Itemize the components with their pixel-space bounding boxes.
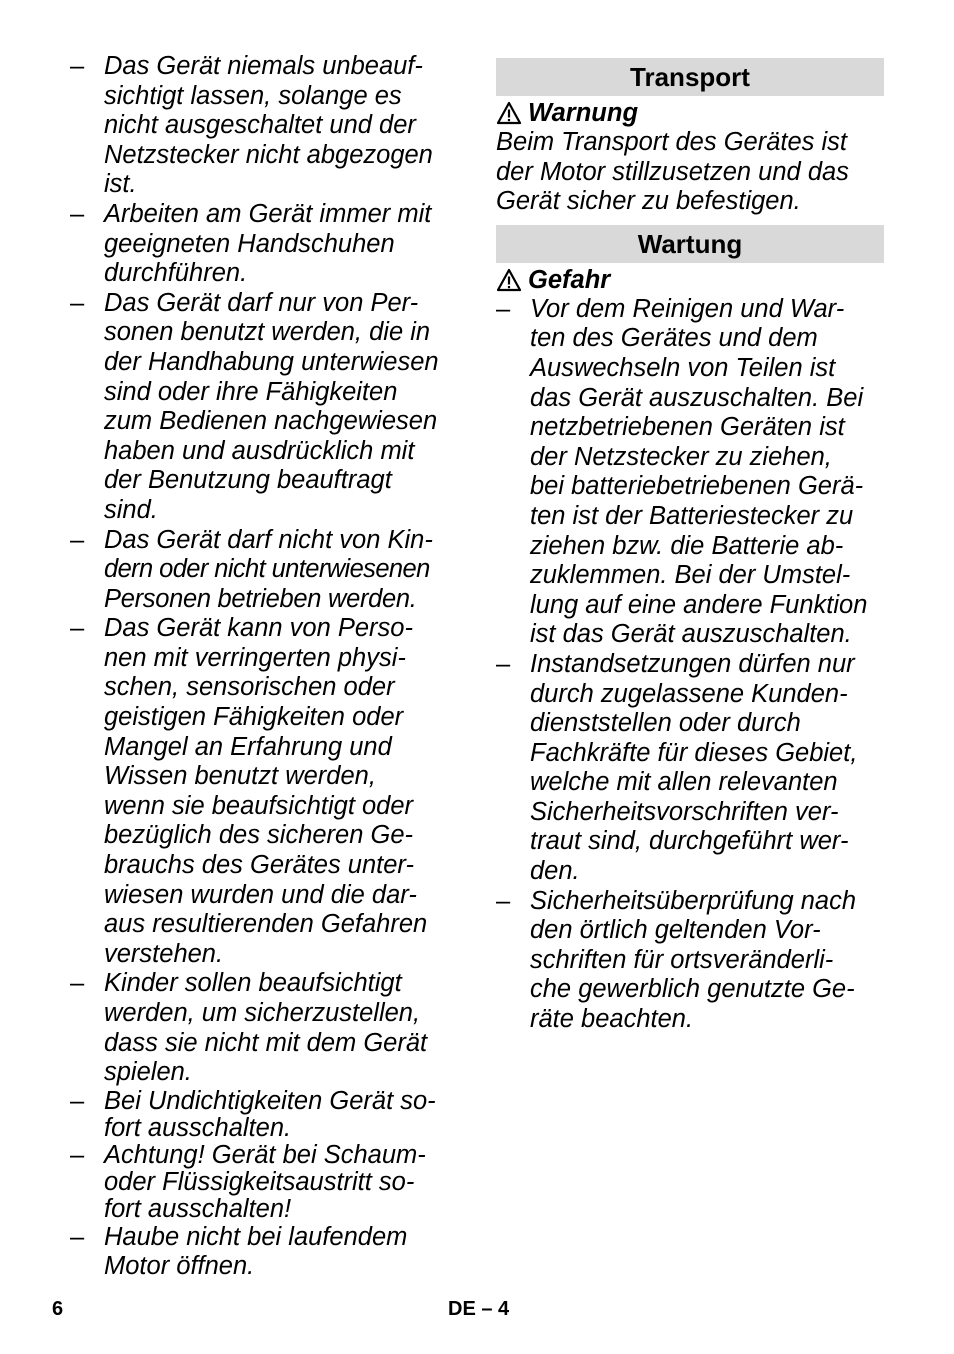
line: Fachkräfte für dieses Gebiet, bbox=[530, 738, 858, 767]
danger-triangle-icon bbox=[496, 268, 522, 292]
line: sichtigt lassen, solange es bbox=[104, 81, 402, 110]
page-number: 6 bbox=[52, 1298, 64, 1320]
line: Arbeiten am Gerät immer mit bbox=[104, 199, 432, 228]
line: Wissen benutzt werden, bbox=[104, 762, 376, 791]
line: dass sie nicht mit dem Gerät bbox=[104, 1028, 428, 1057]
line: schriften für ortsveränderli- bbox=[530, 945, 834, 974]
line: räte beachten. bbox=[530, 1005, 694, 1034]
warning-triangle-icon bbox=[496, 101, 522, 125]
line: ist das Gerät auszuschalten. bbox=[530, 620, 852, 649]
line: bezüglich des sicheren Ge- bbox=[104, 821, 414, 850]
line: oder Flüssigkeitsaustritt so- bbox=[104, 1167, 415, 1196]
dash-bullet: – bbox=[496, 294, 511, 323]
transport-text bbox=[496, 128, 884, 217]
line: dienststellen oder durch bbox=[530, 709, 801, 738]
dash-bullet: – bbox=[70, 52, 85, 80]
line: fort ausschalten! bbox=[104, 1194, 292, 1223]
line: Instandsetzungen dürfen nur bbox=[530, 649, 855, 678]
line: durchführen. bbox=[104, 259, 248, 288]
warning-label: Warnung bbox=[528, 99, 639, 127]
list-item bbox=[70, 1088, 462, 1142]
line: geistigen Fähigkeiten oder bbox=[104, 703, 404, 732]
list-item bbox=[70, 969, 462, 1087]
line: der Motor stillzusetzen und das bbox=[496, 157, 849, 186]
line: fort ausschalten. bbox=[104, 1113, 292, 1142]
section-header-wartung: Wartung bbox=[496, 225, 884, 263]
line: Das Gerät kann von Perso- bbox=[104, 614, 413, 643]
list-item bbox=[70, 52, 462, 200]
list-item bbox=[70, 200, 462, 289]
line: nen mit verringerten physi- bbox=[104, 643, 406, 672]
line: Auswechseln von Teilen ist bbox=[530, 353, 836, 382]
line: schen, sensorischen oder bbox=[104, 673, 395, 702]
line: Vor dem Reinigen und War- bbox=[530, 294, 845, 323]
list-item bbox=[70, 614, 462, 969]
line: wenn sie beaufsichtigt oder bbox=[104, 791, 414, 820]
line: sonen benutzt werden, die in bbox=[104, 318, 431, 347]
list-item bbox=[496, 650, 884, 887]
dash-bullet: – bbox=[70, 614, 85, 643]
list-item bbox=[70, 289, 462, 526]
line: lung auf eine andere Funktion bbox=[530, 590, 868, 619]
line: brauchs des Gerätes unter- bbox=[104, 851, 414, 880]
line: sind oder ihre Fähigkeiten bbox=[104, 377, 398, 406]
line: der Benutzung beauftragt bbox=[104, 466, 392, 495]
dash-bullet: – bbox=[496, 886, 511, 915]
line: Bei Undichtigkeiten Gerät so- bbox=[104, 1086, 436, 1115]
line: traut sind, durchgeführt wer- bbox=[530, 827, 849, 856]
warning-heading bbox=[496, 98, 884, 128]
line: Das Gerät niemals unbeauf- bbox=[104, 52, 423, 80]
line: ten ist der Batteriestecker zu bbox=[530, 501, 854, 530]
list-item bbox=[496, 887, 884, 1035]
line: Sicherheitsvorschriften ver- bbox=[530, 797, 839, 826]
line: Kinder sollen beaufsichtigt bbox=[104, 969, 402, 998]
line: Gerät sicher zu befestigen. bbox=[496, 187, 801, 216]
line: durch zugelassene Kunden- bbox=[530, 679, 848, 708]
section-header-transport: Transport bbox=[496, 58, 884, 96]
dash-bullet: – bbox=[70, 1140, 85, 1169]
line: ziehen bzw. die Batterie ab- bbox=[530, 531, 844, 560]
line: nicht ausgeschaltet und der bbox=[104, 111, 416, 140]
line: zuklemmen. Bei der Umstel- bbox=[530, 561, 851, 590]
dash-bullet: – bbox=[496, 649, 511, 678]
line: Beim Transport des Gerätes ist bbox=[496, 128, 847, 156]
list-item bbox=[70, 1142, 462, 1223]
line: Mangel an Erfahrung und bbox=[104, 732, 392, 761]
danger-heading bbox=[496, 265, 884, 295]
right-column bbox=[496, 58, 884, 1035]
line: Das Gerät darf nicht von Kin- bbox=[104, 525, 433, 554]
list-item bbox=[70, 1223, 462, 1282]
dash-bullet: – bbox=[70, 288, 85, 317]
line: das Gerät auszuschalten. Bei bbox=[530, 383, 864, 412]
line: Sicherheitsüberprüfung nach bbox=[530, 886, 857, 915]
line: che gewerblich genutzte Ge- bbox=[530, 975, 855, 1004]
line: sind. bbox=[104, 495, 158, 524]
line: netzbetriebenen Geräten ist bbox=[530, 413, 845, 442]
dash-bullet: – bbox=[70, 525, 85, 554]
dash-bullet: – bbox=[70, 1222, 85, 1251]
line: haben und ausdrücklich mit bbox=[104, 436, 415, 465]
line: wiesen wurden und die dar- bbox=[104, 880, 417, 909]
line: verstehen. bbox=[104, 939, 224, 968]
line: der Handhabung unterwiesen bbox=[104, 347, 439, 376]
line: aus resultierenden Gefahren bbox=[104, 910, 428, 939]
dash-bullet: – bbox=[70, 969, 85, 998]
line: dern oder nicht unterwiesenen bbox=[104, 555, 430, 584]
line: Netzstecker nicht abgezogen bbox=[104, 140, 433, 169]
dash-bullet: – bbox=[70, 199, 85, 228]
spacer bbox=[496, 217, 884, 225]
line: Achtung! Gerät bei Schaum- bbox=[104, 1140, 426, 1169]
left-column bbox=[70, 52, 462, 1282]
list-item bbox=[70, 526, 462, 615]
list-item bbox=[496, 295, 884, 650]
line: den. bbox=[530, 857, 580, 886]
line: werden, um sicherzustellen, bbox=[104, 999, 421, 1027]
line: ist. bbox=[104, 170, 137, 199]
line: der Netzstecker zu ziehen, bbox=[530, 442, 832, 471]
line: den örtlich geltenden Vor- bbox=[530, 916, 821, 945]
line: Personen betrieben werden. bbox=[104, 584, 417, 613]
line: Das Gerät darf nur von Per- bbox=[104, 288, 419, 317]
line: bei batteriebetriebenen Gerä- bbox=[530, 472, 864, 501]
line: Motor öffnen. bbox=[104, 1252, 255, 1281]
line: Haube nicht bei laufendem bbox=[104, 1222, 408, 1251]
danger-label: Gefahr bbox=[528, 265, 611, 294]
line: zum Bedienen nachgewiesen bbox=[104, 407, 438, 436]
line: geeigneten Handschuhen bbox=[104, 229, 395, 258]
page-reference: DE – 4 bbox=[448, 1298, 510, 1320]
line: welche mit allen relevanten bbox=[530, 768, 838, 797]
line: spielen. bbox=[104, 1058, 192, 1087]
line: ten des Gerätes und dem bbox=[530, 324, 818, 353]
dash-bullet: – bbox=[70, 1086, 85, 1115]
